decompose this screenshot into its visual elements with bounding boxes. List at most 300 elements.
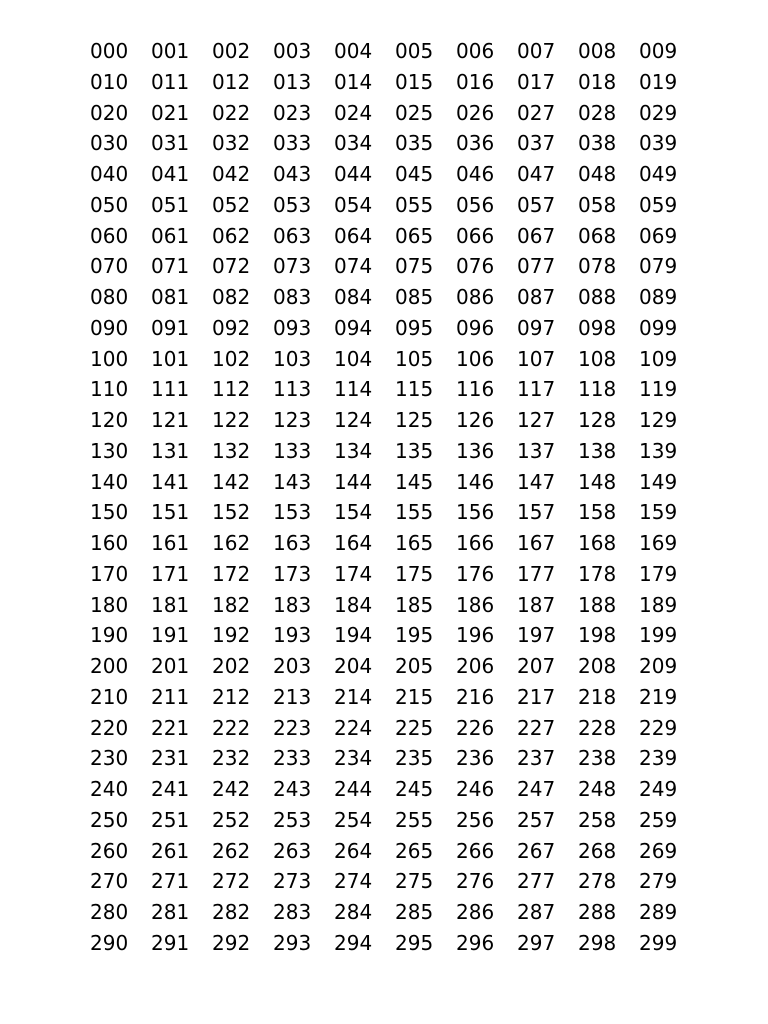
number-cell: 013 (273, 69, 312, 94)
number-cell: 043 (273, 162, 312, 186)
number-row (90, 651, 700, 682)
number-row (90, 251, 700, 282)
number-cell: 121 (151, 408, 190, 432)
number-cell: 108 (578, 346, 617, 371)
number-cell: 278 (578, 869, 617, 894)
number-cell: 232 (212, 746, 251, 771)
number-cell: 283 (273, 900, 312, 924)
number-cell: 123 (273, 408, 312, 432)
number-cell: 266 (456, 838, 495, 863)
number-cell: 296 (456, 930, 495, 955)
number-cell: 223 (273, 715, 312, 740)
number-cell: 242 (212, 777, 251, 801)
number-cell: 243 (273, 777, 312, 801)
number-cell: 190 (90, 623, 129, 648)
number-cell: 148 (578, 469, 617, 494)
number-cell: 224 (334, 715, 373, 740)
number-cell: 006 (456, 39, 495, 63)
number-cell: 173 (273, 561, 312, 586)
number-cell: 279 (639, 869, 678, 894)
number-cell: 240 (90, 777, 129, 801)
number-cell: 245 (395, 777, 434, 801)
number-cell: 183 (273, 592, 312, 617)
number-cell: 157 (517, 500, 556, 525)
number-cell: 025 (395, 100, 434, 125)
number-cell: 264 (334, 838, 373, 863)
number-cell: 095 (395, 315, 434, 340)
number-cell: 118 (578, 377, 617, 402)
number-cell: 085 (395, 285, 434, 309)
number-cell: 138 (578, 438, 617, 463)
number-cell: 086 (456, 285, 495, 309)
number-cell: 094 (334, 315, 373, 340)
number-cell: 299 (639, 930, 678, 955)
number-cell: 227 (517, 715, 556, 740)
number-cell: 037 (517, 131, 556, 156)
number-cell: 065 (395, 223, 434, 248)
number-row (90, 620, 700, 651)
number-cell: 153 (273, 500, 312, 525)
number-row (90, 36, 700, 67)
number-cell: 207 (517, 654, 556, 678)
number-cell: 208 (578, 654, 617, 678)
number-cell: 203 (273, 654, 312, 678)
number-cell: 016 (456, 69, 495, 94)
number-row (90, 128, 700, 159)
number-cell: 234 (334, 746, 373, 771)
number-cell: 253 (273, 807, 312, 832)
number-cell: 020 (90, 100, 129, 125)
number-cell: 075 (395, 254, 434, 279)
number-cell: 141 (151, 469, 190, 494)
number-cell: 091 (151, 315, 190, 340)
number-row (90, 805, 700, 836)
number-cell: 244 (334, 777, 373, 801)
number-cell: 257 (517, 807, 556, 832)
number-cell: 027 (517, 100, 556, 125)
number-cell: 163 (273, 531, 312, 555)
number-cell: 005 (395, 39, 434, 63)
number-cell: 002 (212, 39, 251, 63)
number-cell: 128 (578, 408, 617, 432)
number-cell: 048 (578, 162, 617, 186)
number-cell: 280 (90, 900, 129, 924)
number-cell: 159 (639, 500, 678, 525)
number-row (90, 159, 700, 190)
number-cell: 125 (395, 408, 434, 432)
number-row (90, 405, 700, 436)
number-cell: 221 (151, 715, 190, 740)
number-cell: 062 (212, 223, 251, 248)
number-cell: 179 (639, 561, 678, 586)
number-cell: 152 (212, 500, 251, 525)
number-cell: 102 (212, 346, 251, 371)
number-cell: 209 (639, 654, 678, 678)
number-cell: 046 (456, 162, 495, 186)
number-cell: 238 (578, 746, 617, 771)
number-cell: 236 (456, 746, 495, 771)
number-cell: 294 (334, 930, 373, 955)
number-cell: 107 (517, 346, 556, 371)
number-cell: 250 (90, 807, 129, 832)
number-row (90, 774, 700, 805)
number-cell: 189 (639, 592, 678, 617)
number-cell: 171 (151, 561, 190, 586)
number-cell: 077 (517, 254, 556, 279)
number-cell: 291 (151, 930, 190, 955)
number-cell: 247 (517, 777, 556, 801)
number-cell: 080 (90, 285, 129, 309)
number-cell: 058 (578, 192, 617, 217)
number-row (90, 528, 700, 559)
number-cell: 098 (578, 315, 617, 340)
number-cell: 036 (456, 131, 495, 156)
number-cell: 079 (639, 254, 678, 279)
number-cell: 070 (90, 254, 129, 279)
number-cell: 014 (334, 69, 373, 94)
number-cell: 115 (395, 377, 434, 402)
number-cell: 206 (456, 654, 495, 678)
number-row (90, 497, 700, 528)
number-cell: 260 (90, 838, 129, 863)
number-cell: 068 (578, 223, 617, 248)
number-row (90, 313, 700, 344)
number-cell: 076 (456, 254, 495, 279)
number-cell: 213 (273, 684, 312, 709)
number-cell: 051 (151, 192, 190, 217)
number-cell: 191 (151, 623, 190, 648)
number-cell: 134 (334, 438, 373, 463)
number-cell: 200 (90, 654, 129, 678)
number-cell: 196 (456, 623, 495, 648)
number-cell: 262 (212, 838, 251, 863)
number-row (90, 67, 700, 98)
number-cell: 092 (212, 315, 251, 340)
number-cell: 145 (395, 469, 434, 494)
number-cell: 181 (151, 592, 190, 617)
number-cell: 072 (212, 254, 251, 279)
number-cell: 267 (517, 838, 556, 863)
number-cell: 122 (212, 408, 251, 432)
number-cell: 124 (334, 408, 373, 432)
number-cell: 097 (517, 315, 556, 340)
number-cell: 162 (212, 531, 251, 555)
number-row (90, 866, 700, 897)
number-cell: 119 (639, 377, 678, 402)
number-cell: 225 (395, 715, 434, 740)
number-cell: 099 (639, 315, 678, 340)
number-cell: 039 (639, 131, 678, 156)
number-cell: 140 (90, 469, 129, 494)
number-row (90, 682, 700, 713)
number-row (90, 374, 700, 405)
number-cell: 022 (212, 100, 251, 125)
number-cell: 220 (90, 715, 129, 740)
number-cell: 199 (639, 623, 678, 648)
number-cell: 269 (639, 838, 678, 863)
number-cell: 143 (273, 469, 312, 494)
number-cell: 111 (151, 377, 190, 402)
number-cell: 129 (639, 408, 678, 432)
number-cell: 078 (578, 254, 617, 279)
number-cell: 017 (517, 69, 556, 94)
number-cell: 130 (90, 438, 129, 463)
number-cell: 011 (151, 69, 190, 94)
number-cell: 040 (90, 162, 129, 186)
number-cell: 289 (639, 900, 678, 924)
number-cell: 265 (395, 838, 434, 863)
number-cell: 195 (395, 623, 434, 648)
number-cell: 131 (151, 438, 190, 463)
number-grid (90, 36, 700, 959)
number-cell: 103 (273, 346, 312, 371)
number-row (90, 590, 700, 621)
number-cell: 205 (395, 654, 434, 678)
number-cell: 187 (517, 592, 556, 617)
number-cell: 178 (578, 561, 617, 586)
number-cell: 154 (334, 500, 373, 525)
number-cell: 126 (456, 408, 495, 432)
number-cell: 290 (90, 930, 129, 955)
number-cell: 021 (151, 100, 190, 125)
number-cell: 008 (578, 39, 617, 63)
number-cell: 110 (90, 377, 129, 402)
number-cell: 155 (395, 500, 434, 525)
number-cell: 114 (334, 377, 373, 402)
number-cell: 009 (639, 39, 678, 63)
number-cell: 272 (212, 869, 251, 894)
number-cell: 090 (90, 315, 129, 340)
number-cell: 165 (395, 531, 434, 555)
number-cell: 204 (334, 654, 373, 678)
number-cell: 170 (90, 561, 129, 586)
number-cell: 053 (273, 192, 312, 217)
number-cell: 112 (212, 377, 251, 402)
number-cell: 096 (456, 315, 495, 340)
number-cell: 104 (334, 346, 373, 371)
number-cell: 261 (151, 838, 190, 863)
number-row (90, 713, 700, 744)
number-cell: 067 (517, 223, 556, 248)
number-cell: 113 (273, 377, 312, 402)
number-cell: 142 (212, 469, 251, 494)
number-cell: 010 (90, 69, 129, 94)
number-row (90, 467, 700, 498)
number-cell: 198 (578, 623, 617, 648)
number-cell: 066 (456, 223, 495, 248)
number-cell: 228 (578, 715, 617, 740)
number-cell: 018 (578, 69, 617, 94)
number-cell: 069 (639, 223, 678, 248)
number-cell: 151 (151, 500, 190, 525)
number-row (90, 928, 700, 959)
number-cell: 182 (212, 592, 251, 617)
number-cell: 146 (456, 469, 495, 494)
number-cell: 015 (395, 69, 434, 94)
number-row (90, 436, 700, 467)
number-cell: 164 (334, 531, 373, 555)
number-cell: 089 (639, 285, 678, 309)
number-cell: 063 (273, 223, 312, 248)
number-cell: 100 (90, 346, 129, 371)
number-cell: 210 (90, 684, 129, 709)
number-row (90, 282, 700, 313)
number-cell: 064 (334, 223, 373, 248)
number-cell: 231 (151, 746, 190, 771)
number-cell: 041 (151, 162, 190, 186)
number-cell: 188 (578, 592, 617, 617)
number-cell: 252 (212, 807, 251, 832)
number-cell: 197 (517, 623, 556, 648)
number-cell: 127 (517, 408, 556, 432)
number-cell: 083 (273, 285, 312, 309)
number-cell: 268 (578, 838, 617, 863)
number-cell: 088 (578, 285, 617, 309)
number-cell: 001 (151, 39, 190, 63)
number-cell: 059 (639, 192, 678, 217)
number-cell: 286 (456, 900, 495, 924)
number-cell: 087 (517, 285, 556, 309)
number-cell: 144 (334, 469, 373, 494)
number-cell: 193 (273, 623, 312, 648)
number-cell: 150 (90, 500, 129, 525)
number-cell: 120 (90, 408, 129, 432)
number-cell: 214 (334, 684, 373, 709)
number-cell: 281 (151, 900, 190, 924)
number-cell: 276 (456, 869, 495, 894)
number-cell: 202 (212, 654, 251, 678)
number-cell: 180 (90, 592, 129, 617)
number-cell: 055 (395, 192, 434, 217)
number-cell: 176 (456, 561, 495, 586)
number-cell: 255 (395, 807, 434, 832)
number-cell: 044 (334, 162, 373, 186)
number-cell: 285 (395, 900, 434, 924)
number-cell: 226 (456, 715, 495, 740)
number-cell: 033 (273, 131, 312, 156)
number-cell: 219 (639, 684, 678, 709)
number-cell: 019 (639, 69, 678, 94)
number-cell: 135 (395, 438, 434, 463)
number-cell: 284 (334, 900, 373, 924)
number-cell: 106 (456, 346, 495, 371)
number-cell: 147 (517, 469, 556, 494)
number-cell: 211 (151, 684, 190, 709)
number-cell: 012 (212, 69, 251, 94)
number-cell: 093 (273, 315, 312, 340)
number-cell: 222 (212, 715, 251, 740)
number-cell: 034 (334, 131, 373, 156)
number-cell: 132 (212, 438, 251, 463)
number-cell: 177 (517, 561, 556, 586)
number-cell: 288 (578, 900, 617, 924)
number-cell: 263 (273, 838, 312, 863)
number-row (90, 344, 700, 375)
number-cell: 038 (578, 131, 617, 156)
number-cell: 185 (395, 592, 434, 617)
number-cell: 105 (395, 346, 434, 371)
number-cell: 117 (517, 377, 556, 402)
number-cell: 073 (273, 254, 312, 279)
number-cell: 136 (456, 438, 495, 463)
number-cell: 101 (151, 346, 190, 371)
number-cell: 023 (273, 100, 312, 125)
number-cell: 166 (456, 531, 495, 555)
number-cell: 035 (395, 131, 434, 156)
number-cell: 156 (456, 500, 495, 525)
number-cell: 186 (456, 592, 495, 617)
number-cell: 026 (456, 100, 495, 125)
number-cell: 218 (578, 684, 617, 709)
number-cell: 029 (639, 100, 678, 125)
number-cell: 028 (578, 100, 617, 125)
number-cell: 030 (90, 131, 129, 156)
number-cell: 052 (212, 192, 251, 217)
number-row (90, 221, 700, 252)
number-cell: 233 (273, 746, 312, 771)
number-cell: 246 (456, 777, 495, 801)
number-cell: 259 (639, 807, 678, 832)
number-cell: 275 (395, 869, 434, 894)
number-cell: 174 (334, 561, 373, 586)
number-cell: 274 (334, 869, 373, 894)
number-row (90, 98, 700, 129)
number-cell: 293 (273, 930, 312, 955)
number-cell: 004 (334, 39, 373, 63)
number-cell: 050 (90, 192, 129, 217)
number-cell: 235 (395, 746, 434, 771)
number-cell: 258 (578, 807, 617, 832)
number-cell: 249 (639, 777, 678, 801)
number-cell: 216 (456, 684, 495, 709)
number-cell: 054 (334, 192, 373, 217)
number-cell: 161 (151, 531, 190, 555)
number-cell: 282 (212, 900, 251, 924)
number-cell: 160 (90, 531, 129, 555)
number-cell: 287 (517, 900, 556, 924)
number-cell: 168 (578, 531, 617, 555)
number-cell: 248 (578, 777, 617, 801)
number-cell: 149 (639, 469, 678, 494)
number-cell: 024 (334, 100, 373, 125)
number-cell: 297 (517, 930, 556, 955)
number-cell: 229 (639, 715, 678, 740)
number-cell: 277 (517, 869, 556, 894)
number-cell: 292 (212, 930, 251, 955)
number-cell: 270 (90, 869, 129, 894)
number-cell: 042 (212, 162, 251, 186)
number-cell: 116 (456, 377, 495, 402)
number-cell: 273 (273, 869, 312, 894)
number-cell: 031 (151, 131, 190, 156)
number-cell: 175 (395, 561, 434, 586)
number-cell: 256 (456, 807, 495, 832)
number-cell: 109 (639, 346, 678, 371)
number-cell: 081 (151, 285, 190, 309)
number-cell: 192 (212, 623, 251, 648)
number-cell: 241 (151, 777, 190, 801)
number-cell: 201 (151, 654, 190, 678)
number-cell: 071 (151, 254, 190, 279)
number-row (90, 743, 700, 774)
number-cell: 172 (212, 561, 251, 586)
number-row (90, 836, 700, 867)
number-cell: 007 (517, 39, 556, 63)
number-cell: 158 (578, 500, 617, 525)
number-cell: 254 (334, 807, 373, 832)
number-cell: 082 (212, 285, 251, 309)
number-cell: 074 (334, 254, 373, 279)
